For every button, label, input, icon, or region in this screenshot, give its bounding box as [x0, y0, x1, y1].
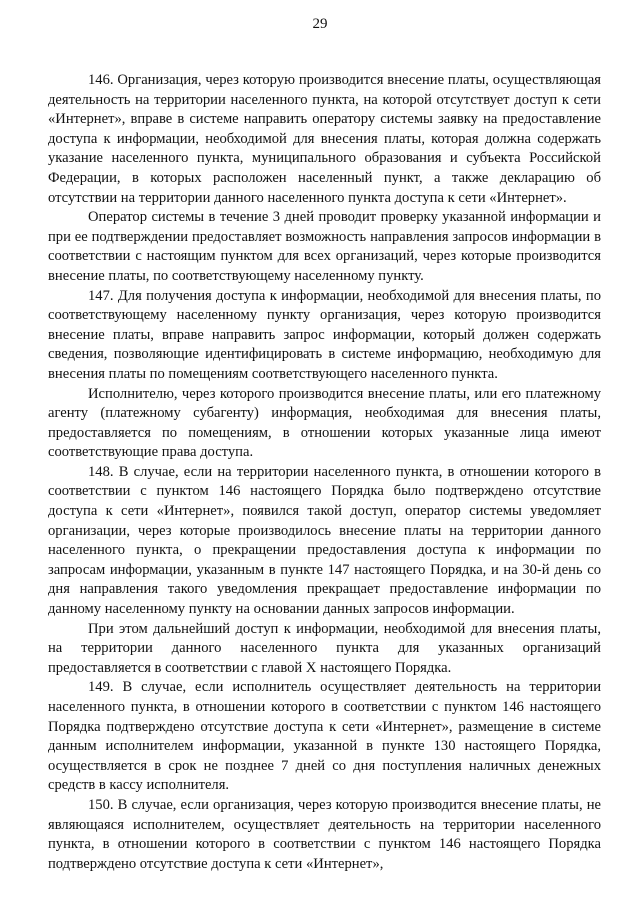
paragraph-149: 149. В случае, если исполнитель осуществляет деятельность на территории населенного пункта, в отношении которого в соответствии с пунктом 146 настоящего Порядка подтверждено отсутствие доступа к сети «Интернет», размещение в системе данным исполнителем информации, указанной в пункте 130 настоящего Порядка, осуществляется в срок не позднее 7 дней со дня поступления наличных денежных средств в кассу исполнителя. — [48, 679, 601, 794]
paragraph-148: 148. В случае, если на территории населенного пункта, в отношении которого в соответствии с пунктом 146 настоящего Порядка было подтверждено отсутствие доступа к сети «Интернет», появился такой доступ, оператор системы уведомляет организации, через которые производилось внесение платы на территории данного населенного пункта, о прекращении предоставления доступа к информации по запросам информации, указанным в пункте 147 настоящего Порядка, и на 30-й день со дня направления такого уведомления прекращает предоставление информации по данному населенному пункту на основании данных запросов информации. — [48, 463, 601, 618]
paragraph-150: 150. В случае, если организация, через которую производится внесение платы, не являющаяся исполнителем, осуществляет деятельность на территории населенного пункта, в отношении которого в соответствии с пунктом 146 настоящего Порядка подтверждено отсутствие доступа к сети «Интернет», — [48, 796, 601, 872]
document-body — [48, 71, 601, 874]
paragraph-146-operator: Оператор системы в течение 3 дней проводит проверку указанной информации и при ее подтверждении предоставляет возможность направления запросов информации в соответствии с настоящим пунктом для всех организаций, через которые производится внесение платы, по соответствующему населенному пункту. — [48, 209, 601, 284]
paragraph-147: 147. Для получения доступа к информации, необходимой для внесения платы, по соответствующему населенному пункту организация, через которую производится внесение платы, вправе направить запрос информации, который должен содержать сведения, позволяющие идентифицировать в системе информацию, необходимую для внесения платы по помещениям соответствующего населенного пункта. — [48, 287, 601, 382]
paragraph-146: 146. Организация, через которую производится внесение платы, осуществляющая деятельность на территории населенного пункта, на которой отсутствует доступ к сети «Интернет», вправе в системе направить оператору системы заявку на предоставление доступа к информации, необходимой для внесения платы, которая должна содержать указание населенного пункта, муниципального образования и субъекта Российской Федерации, в которых расположен населенный пункт, а также декларацию об отсутствии на территории данного населенного пункта доступа к сети «Интернет». — [48, 72, 601, 206]
paragraph-148-further-access: При этом дальнейший доступ к информации, необходимой для внесения платы, на территории данного населенного пункта для указанных организаций предоставляется в соответствии с главой X настоящего Порядка. — [48, 620, 601, 676]
paragraph-147-executor: Исполнителю, через которого производится внесение платы, или его платежному агенту (платежному субагенту) информация, необходимая для внесения платы, предоставляется по помещениям, в отношении которых указанные лица имеют соответствующие права доступа. — [48, 385, 601, 461]
page-number: 29 — [312, 16, 328, 32]
